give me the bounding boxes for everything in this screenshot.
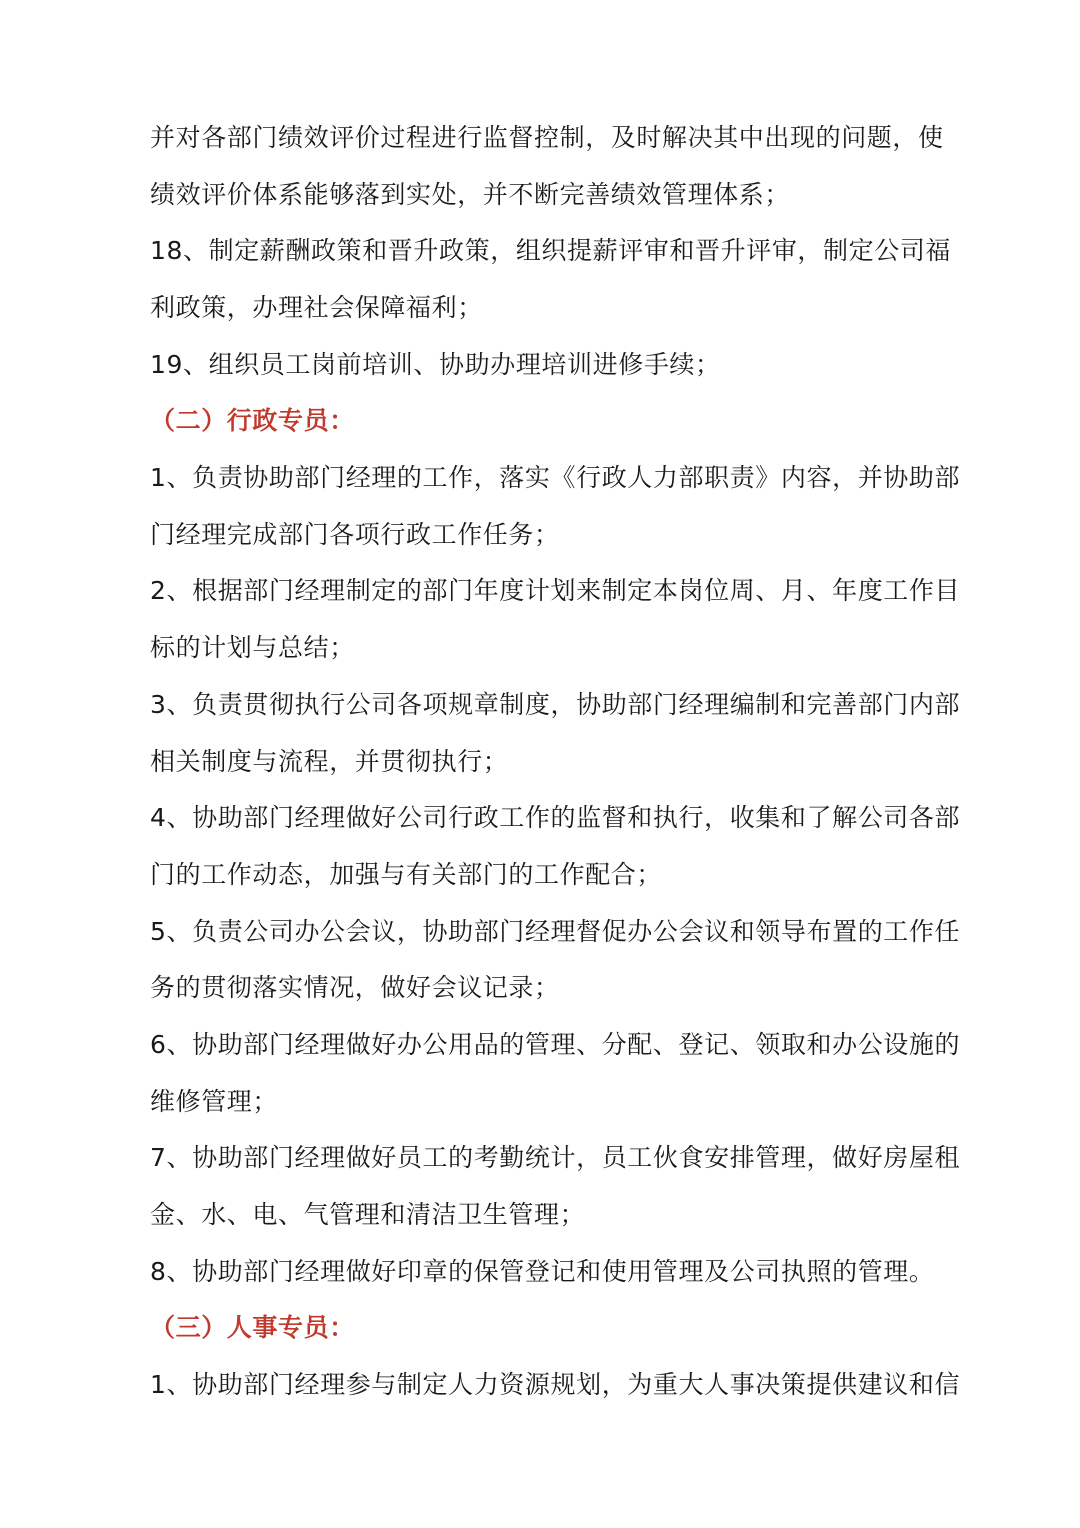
text-line: 7、协助部门经理做好员工的考勤统计，员工伙食安排管理，做好房屋租	[150, 1143, 961, 1172]
text-line: 19、组织员工岗前培训、协助办理培训进修手续；	[150, 350, 721, 379]
text-line: 4、协助部门经理做好公司行政工作的监督和执行，收集和了解公司各部	[150, 803, 961, 832]
text-line: 1、负责协助部门经理的工作，落实《行政人力部职责》内容，并协助部	[150, 463, 961, 492]
text-line: 2、根据部门经理制定的部门年度计划来制定本岗位周、月、年度工作目	[150, 576, 961, 605]
text-line: 5、负责公司办公会议，协助部门经理督促办公会议和领导布置的工作任	[150, 917, 961, 946]
text-line: 8、协助部门经理做好印章的保管登记和使用管理及公司执照的管理。	[150, 1257, 935, 1286]
text-line: 门的工作动态，加强与有关部门的工作配合；	[150, 860, 663, 889]
text-line: 门经理完成部门各项行政工作任务；	[150, 520, 560, 549]
text-line: 务的贯彻落实情况，做好会议记录；	[150, 973, 560, 1002]
section-heading-admin-specialist: （二）行政专员：	[150, 406, 355, 435]
text-line: 标的计划与总结；	[150, 633, 355, 662]
text-line: 18、制定薪酬政策和晋升政策，组织提薪评审和晋升评审，制定公司福	[150, 236, 952, 265]
text-line: 相关制度与流程，并贯彻执行；	[150, 747, 509, 776]
text-line: 绩效评价体系能够落到实处，并不断完善绩效管理体系；	[150, 180, 791, 209]
section-heading-hr-specialist: （三）人事专员：	[150, 1313, 355, 1342]
text-line: 利政策，办理社会保障福利；	[150, 293, 483, 322]
text-line: 维修管理；	[150, 1087, 279, 1116]
text-line: 6、协助部门经理做好办公用品的管理、分配、登记、领取和办公设施的	[150, 1030, 961, 1059]
text-line: 金、水、电、气管理和清洁卫生管理；	[150, 1200, 586, 1229]
text-line: 并对各部门绩效评价过程进行监督控制，及时解决其中出现的问题，使	[150, 123, 944, 152]
text-line: 3、负责贯彻执行公司各项规章制度，协助部门经理编制和完善部门内部	[150, 690, 961, 719]
text-line: 1、协助部门经理参与制定人力资源规划，为重大人事决策提供建议和信	[150, 1370, 961, 1399]
